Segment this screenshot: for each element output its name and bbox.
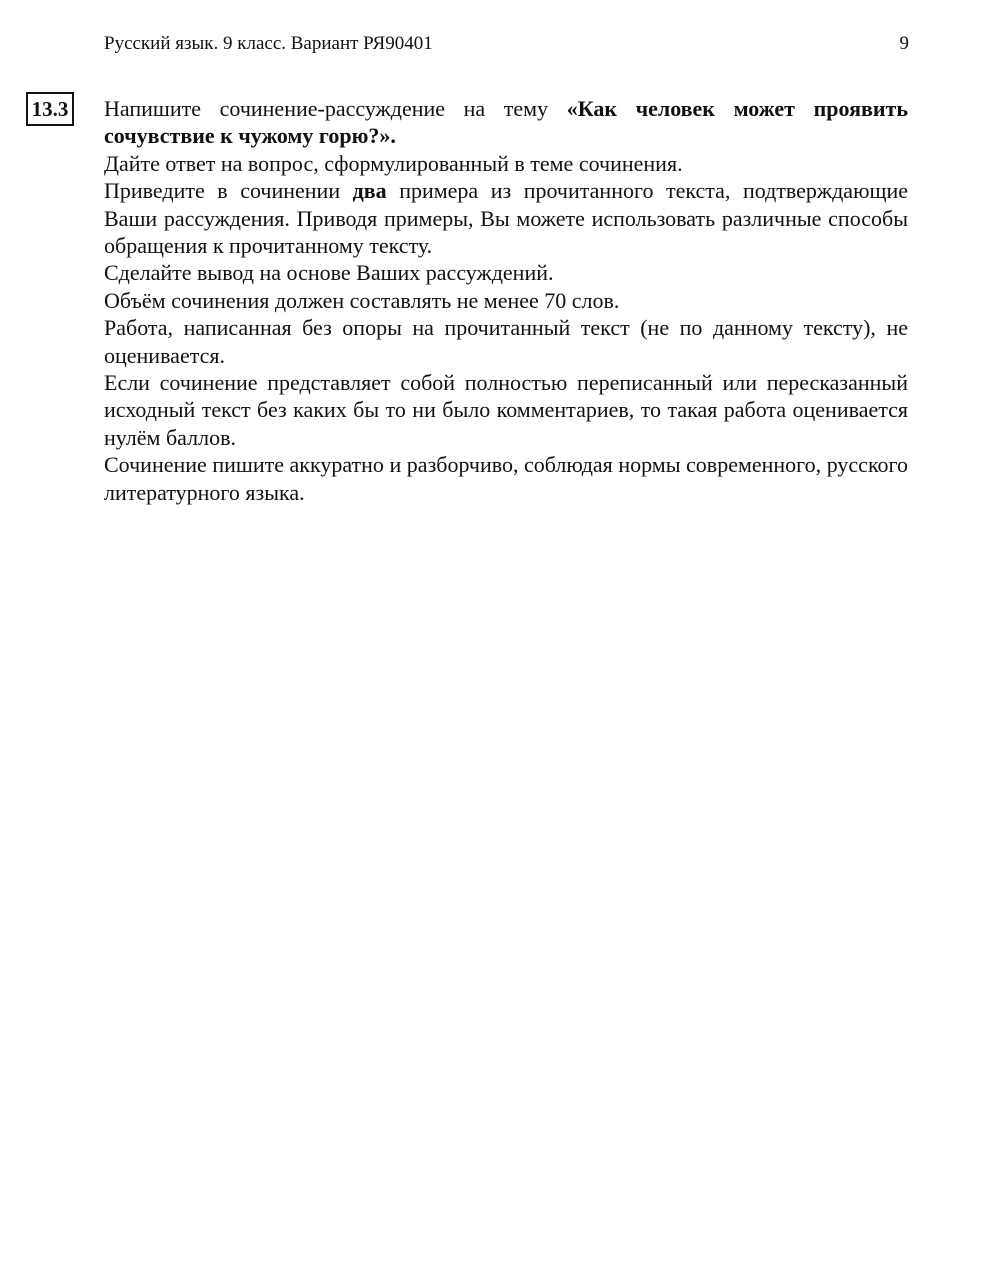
instruction-support: Работа, написанная без опоры на прочитанный текст (не по данному тексту), не оценивается. [104, 315, 908, 368]
essay-topic: «Как человек может проявить сочувствие к чужому горю?». [104, 96, 909, 149]
task-number-box: 13.3 [26, 92, 74, 126]
document-header-title: Русский язык. 9 класс. Вариант РЯ90401 [104, 33, 433, 54]
instruction-examples-after: примера из прочитанного текста, подтверждающие Ваши рассуждения. Приводя примеры, Вы можете использовать различные способы обращения к прочитанному тексту. [104, 178, 908, 259]
instruction-neat: Сочинение пишите аккуратно и разборчиво, соблюдая нормы современного, русского литературного языка. [104, 452, 908, 505]
page-header [104, 33, 909, 59]
page-number: 9 [899, 33, 909, 54]
task-intro-text: Напишите сочинение-рассуждение на тему [104, 96, 567, 121]
instruction-examples-before: Приведите в сочинении [104, 178, 353, 204]
examples-count: два [352, 178, 387, 204]
instruction-conclusion: Сделайте вывод на основе Ваших рассуждений. [104, 260, 554, 286]
instruction-volume: Объём сочинения должен составлять не менее 70 слов. [104, 287, 620, 313]
task-body [104, 95, 908, 506]
instruction-rewrite: Если сочинение представляет собой полностью переписанный или пересказанный исходный текст без каких бы то ни было комментариев, то такая работа оценивается нулём баллов. [104, 370, 908, 450]
instruction-answer: Дайте ответ на вопрос, сформулированный в теме сочинения. [104, 150, 683, 176]
task-intro [104, 95, 908, 150]
instruction-examples [104, 177, 908, 259]
